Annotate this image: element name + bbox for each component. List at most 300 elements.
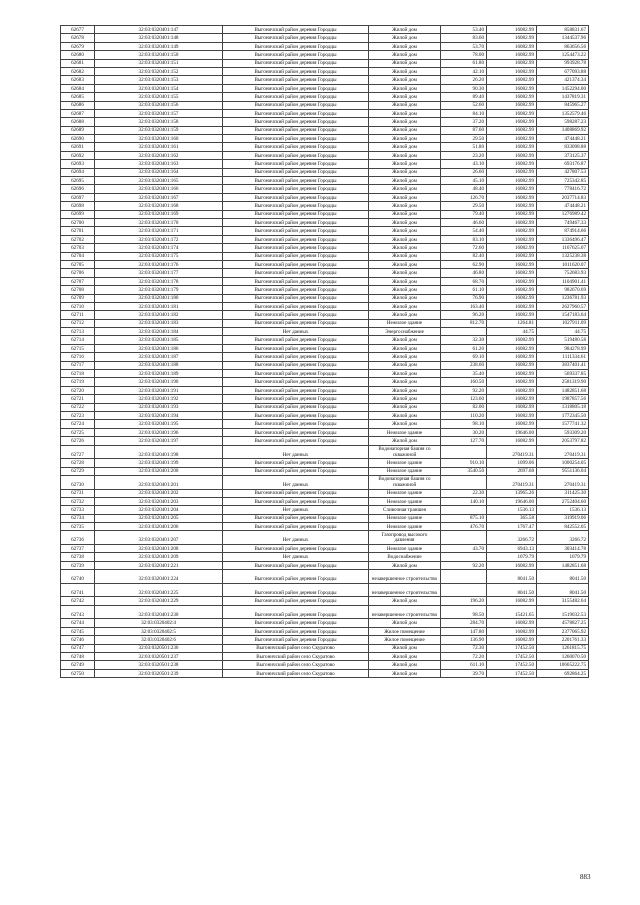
area: 196.20 — [441, 597, 487, 605]
row-number: 62734 — [61, 514, 95, 522]
cadastral-value: 677093.88 — [537, 67, 589, 75]
address: Выгоничский район деревня Городцы — [223, 269, 369, 277]
row-number: 62706 — [61, 269, 95, 277]
row-number: 62750 — [61, 669, 95, 677]
address: Выгоничский район деревня Городцы — [223, 545, 369, 553]
row-number: 62692 — [61, 151, 95, 159]
table-row — [61, 545, 589, 553]
area: 110.20 — [441, 411, 487, 419]
area: 90.30 — [441, 84, 487, 92]
cadastral-value: 3155482.64 — [537, 597, 589, 605]
row-number: 62707 — [61, 277, 95, 285]
row-number: 62728 — [61, 459, 95, 467]
cadastral-number: 32:03:0320401:187 — [95, 353, 223, 361]
area: 46.80 — [441, 269, 487, 277]
cadastral-number: 32:03:0320401:156 — [95, 101, 223, 109]
address: Выгоничский район деревня Городцы — [223, 619, 369, 627]
row-number: 62700 — [61, 218, 95, 226]
cadastral-number: 32:03:0320501:238 — [95, 661, 223, 669]
object-type: Жилой дом — [369, 361, 441, 369]
table-row — [61, 523, 589, 531]
row-number: 62726 — [61, 437, 95, 445]
area — [441, 506, 487, 514]
address: Выгоничский район деревня Городцы — [223, 227, 369, 235]
table-row — [61, 661, 589, 669]
address: Нет данных — [223, 475, 369, 489]
cadastral-number: 32:03:0320401:179 — [95, 286, 223, 294]
table-row — [61, 42, 589, 50]
address: Выгоничский район деревня Городцы — [223, 244, 369, 252]
address: Выгоничский район деревня Городцы — [223, 193, 369, 201]
row-number: 62702 — [61, 235, 95, 243]
row-number: 62698 — [61, 202, 95, 210]
row-number: 62712 — [61, 319, 95, 327]
cadastral-value: 1519032.53 — [537, 605, 589, 619]
cadastral-value: 752683.93 — [537, 269, 589, 277]
table-row — [61, 101, 589, 109]
cadastral-number: 32:03:0320401:168 — [95, 202, 223, 210]
cadastral-value: 311425.30 — [537, 489, 589, 497]
area: 910.10 — [441, 459, 487, 467]
table-row — [61, 489, 589, 497]
address: Нет данных — [223, 445, 369, 459]
object-type: Жилой дом — [369, 661, 441, 669]
specific-value: 270419.31 — [487, 445, 537, 459]
specific-value: 16082.99 — [487, 411, 537, 419]
area: 46.60 — [441, 218, 487, 226]
table-row — [61, 361, 589, 369]
table-row — [61, 286, 589, 294]
cadastral-value: 1437819.31 — [537, 93, 589, 101]
cadastral-value: 1408869.92 — [537, 126, 589, 134]
cadastral-number: 32:03:0320401:208 — [95, 545, 223, 553]
row-number: 62745 — [61, 627, 95, 635]
object-type: Нежилое здание — [369, 497, 441, 505]
specific-value: 16082.99 — [487, 93, 537, 101]
cadastral-value: 1261815.75 — [537, 644, 589, 652]
area: 96.20 — [441, 311, 487, 319]
address: Выгоничский район деревня Городцы — [223, 378, 369, 386]
table-row — [61, 475, 589, 489]
object-type: незавершенное строительство — [369, 583, 441, 597]
row-number: 62735 — [61, 523, 95, 531]
cadastral-value: 598287.23 — [537, 118, 589, 126]
cadastral-value: 1482851.68 — [537, 386, 589, 394]
cadastral-value: 1079.79 — [537, 553, 589, 561]
cadastral-number: 32:03:0320401:193 — [95, 403, 223, 411]
area: 98.10 — [441, 420, 487, 428]
specific-value: 19646.00 — [487, 497, 537, 505]
specific-value: 16082.99 — [487, 361, 537, 369]
object-type: Жилой дом — [369, 244, 441, 252]
cadastral-number: 32:03:0320401:182 — [95, 311, 223, 319]
area: 84.10 — [441, 109, 487, 117]
cadastral-value: 1111334.61 — [537, 353, 589, 361]
specific-value: 16082.99 — [487, 336, 537, 344]
cadastral-value: 778416.72 — [537, 185, 589, 193]
area: 83.60 — [441, 34, 487, 42]
table-row — [61, 636, 589, 644]
object-type: Жилой дом — [369, 370, 441, 378]
address: Выгоничский район деревня Городцы — [223, 561, 369, 569]
address: Нет данных — [223, 506, 369, 514]
cadastral-value: 1254473.22 — [537, 51, 589, 59]
cadastral-number: 32:03:0320401:230 — [95, 605, 223, 619]
area: 35.40 — [441, 370, 487, 378]
area: 48.40 — [441, 185, 487, 193]
row-number: 62686 — [61, 101, 95, 109]
address: Выгоничский район деревня Городцы — [223, 26, 369, 34]
specific-value: 6943.13 — [487, 545, 537, 553]
area — [441, 570, 487, 584]
cadastral-number: 32:03:0320401:150 — [95, 51, 223, 59]
specific-value: 16082.99 — [487, 210, 537, 218]
area: 72.20 — [441, 652, 487, 660]
cadastral-value: 519480.58 — [537, 336, 589, 344]
table-row — [61, 437, 589, 445]
address: Выгоничский район деревня Городцы — [223, 109, 369, 117]
cadastral-number: 32:03:0320401:167 — [95, 193, 223, 201]
cadastral-value: 8041.50 — [537, 570, 589, 584]
cadastral-value: 725342.85 — [537, 177, 589, 185]
cadastral-value: 303414.78 — [537, 545, 589, 553]
cadastral-number: 32:03:0320401:199 — [95, 459, 223, 467]
specific-value: 16082.99 — [487, 34, 537, 42]
table-row — [61, 302, 589, 310]
cadastral-value: 3837401.41 — [537, 361, 589, 369]
cadastral-value: 10665222.75 — [537, 661, 589, 669]
address: Выгоничский район деревня Городцы — [223, 277, 369, 285]
area: 61.10 — [441, 286, 487, 294]
specific-value: 16082.99 — [487, 227, 537, 235]
object-type: Жилой дом — [369, 669, 441, 677]
cadastral-value: 474448.21 — [537, 135, 589, 143]
row-number: 62730 — [61, 475, 95, 489]
object-type: Жилой дом — [369, 135, 441, 143]
table-row — [61, 386, 589, 394]
cadastral-value: 842552.05 — [537, 523, 589, 531]
specific-value: 3266.72 — [487, 531, 537, 545]
address: Выгоничский район деревня Городцы — [223, 51, 369, 59]
address: Выгоничский район деревня Городцы — [223, 126, 369, 134]
address: Выгоничский район деревня Городцы — [223, 185, 369, 193]
area: 89.40 — [441, 93, 487, 101]
object-type: Жилой дом — [369, 597, 441, 605]
row-number: 62732 — [61, 497, 95, 505]
table-row — [61, 627, 589, 635]
object-type: Жилой дом — [369, 34, 441, 42]
specific-value: 16082.99 — [487, 193, 537, 201]
table-row — [61, 76, 589, 84]
address: Выгоничский район деревня Городцы — [223, 202, 369, 210]
object-type: Жилой дом — [369, 561, 441, 569]
specific-value: 16082.99 — [487, 143, 537, 151]
specific-value: 16082.99 — [487, 185, 537, 193]
row-number: 62716 — [61, 353, 95, 361]
cadastral-value: 427807.53 — [537, 168, 589, 176]
object-type: Жилой дом — [369, 185, 441, 193]
cadastral-number: 32:03:0320401:203 — [95, 497, 223, 505]
table-row — [61, 353, 589, 361]
object-type: Нежилое здание — [369, 459, 441, 467]
object-type: Жилой дом — [369, 76, 441, 84]
area: 29.50 — [441, 202, 487, 210]
row-number: 62708 — [61, 286, 95, 294]
address: Выгоничский район деревня Городцы — [223, 311, 369, 319]
object-type: Жилой дом — [369, 168, 441, 176]
cadastral-value: 421374.34 — [537, 76, 589, 84]
cadastral-value: 1352579.46 — [537, 109, 589, 117]
specific-value: 15421.65 — [487, 605, 537, 619]
specific-value: 13965.26 — [487, 489, 537, 497]
specific-value: 16082.99 — [487, 160, 537, 168]
object-type: Жилой дом — [369, 644, 441, 652]
object-type: Нежилое здание — [369, 514, 441, 522]
address: Выгоничский район деревня Городцы — [223, 235, 369, 243]
cadastral-number: 32:03:0320401:161 — [95, 143, 223, 151]
cadastral-number: 32:03:0320401:177 — [95, 269, 223, 277]
address: Выгоничский район деревня Городцы — [223, 497, 369, 505]
area: 875.10 — [441, 514, 487, 522]
object-type: Жилой дом — [369, 51, 441, 59]
table-row — [61, 252, 589, 260]
row-number: 62744 — [61, 619, 95, 627]
cadastral-value: 1027911.09 — [537, 319, 589, 327]
specific-value: 16082.99 — [487, 84, 537, 92]
area: 238.60 — [441, 361, 487, 369]
row-number: 62718 — [61, 370, 95, 378]
cadastral-number: 32:03:0320401:198 — [95, 445, 223, 459]
object-type: Жилой дом — [369, 311, 441, 319]
cadastral-number: 32:03:0320401:152 — [95, 67, 223, 75]
table-row — [61, 428, 589, 436]
area: 52.60 — [441, 101, 487, 109]
cadastral-number: 32:03:0320402:5 — [95, 627, 223, 635]
table-row — [61, 506, 589, 514]
object-type: Жилой дом — [369, 378, 441, 386]
cadastral-value: 1547183.64 — [537, 311, 589, 319]
specific-value: 16082.99 — [487, 302, 537, 310]
area: 136.90 — [441, 636, 487, 644]
area: 127.70 — [441, 437, 487, 445]
cadastral-number: 32:03:0320401:176 — [95, 260, 223, 268]
table-row — [61, 597, 589, 605]
row-number: 62693 — [61, 160, 95, 168]
area: 123.60 — [441, 395, 487, 403]
table-row — [61, 93, 589, 101]
area: 72.30 — [441, 644, 487, 652]
address: Выгоничский район деревня Городцы — [223, 353, 369, 361]
object-type: Водонапорная башня со скважиной — [369, 445, 441, 459]
cadastral-value: 2037714.83 — [537, 193, 589, 201]
specific-value: 16082.99 — [487, 26, 537, 34]
cadastral-number: 32:03:0320401:202 — [95, 489, 223, 497]
specific-value: 16082.99 — [487, 636, 537, 644]
address: Выгоничский район деревня Городцы — [223, 93, 369, 101]
object-type: Жилой дом — [369, 160, 441, 168]
cadastral-number: 32:03:0320401:221 — [95, 561, 223, 569]
row-number: 62709 — [61, 294, 95, 302]
area: 82.40 — [441, 252, 487, 260]
address: Выгоничский район деревня Городцы — [223, 627, 369, 635]
specific-value: 16082.99 — [487, 101, 537, 109]
area: 76.90 — [441, 294, 487, 302]
object-type: Нежилое здание — [369, 319, 441, 327]
area: 163.40 — [441, 302, 487, 310]
table-row — [61, 336, 589, 344]
cadastral-number: 32:03:0320401:205 — [95, 514, 223, 522]
cadastral-value: 1011620.07 — [537, 260, 589, 268]
cadastral-value: 982670.69 — [537, 286, 589, 294]
address: Выгоничский район деревня Городцы — [223, 428, 369, 436]
object-type: Водонапорная башня со скважиной — [369, 475, 441, 489]
address: Выгоничский район деревня Городцы — [223, 135, 369, 143]
cadastral-value: 44.75 — [537, 328, 589, 336]
address: Выгоничский район деревня Городцы — [223, 467, 369, 475]
cadastral-value: 692864.25 — [537, 669, 589, 677]
row-number: 62715 — [61, 344, 95, 352]
specific-value: 16082.99 — [487, 395, 537, 403]
specific-value: 16082.99 — [487, 177, 537, 185]
area: 54.40 — [441, 227, 487, 235]
table-row — [61, 59, 589, 67]
cadastral-number: 32:03:0320401:180 — [95, 294, 223, 302]
cadastral-value: 270419.31 — [537, 475, 589, 489]
register-sheet — [60, 25, 588, 678]
cadastral-number: 32:03:0320401:178 — [95, 277, 223, 285]
table-row — [61, 202, 589, 210]
object-type: Жилой дом — [369, 652, 441, 660]
row-number: 62699 — [61, 210, 95, 218]
area — [441, 553, 487, 561]
cadastral-number: 32:03:0320401:209 — [95, 553, 223, 561]
table-body — [61, 26, 589, 678]
address: Выгоничский район деревня Городцы — [223, 523, 369, 531]
table-row — [61, 370, 589, 378]
table-row — [61, 34, 589, 42]
row-number: 62731 — [61, 489, 95, 497]
address: Выгоничский район деревня Городцы — [223, 101, 369, 109]
area: 26.20 — [441, 76, 487, 84]
address: Выгоничский район село Скуратово — [223, 652, 369, 660]
object-type: Жилой дом — [369, 26, 441, 34]
object-type: незавершенное строительство — [369, 570, 441, 584]
area: 62.90 — [441, 260, 487, 268]
address: Выгоничский район деревня Городцы — [223, 286, 369, 294]
area: 53.70 — [441, 42, 487, 50]
cadastral-number: 32:03:0320401:163 — [95, 160, 223, 168]
cadastral-number: 32:03:0320401:155 — [95, 93, 223, 101]
area: 92.20 — [441, 561, 487, 569]
area: 78.00 — [441, 51, 487, 59]
address: Выгоничский район деревня Городцы — [223, 319, 369, 327]
cadastral-number: 32:03:0320401:166 — [95, 185, 223, 193]
row-number: 62727 — [61, 445, 95, 459]
table-row — [61, 420, 589, 428]
row-number: 62714 — [61, 336, 95, 344]
row-number: 62736 — [61, 531, 95, 545]
cadastral-value: 2581319.90 — [537, 378, 589, 386]
area: 43.10 — [441, 160, 487, 168]
row-number: 62681 — [61, 59, 95, 67]
address: Выгоничский район деревня Городцы — [223, 361, 369, 369]
cadastral-number: 32:03:0320401:200 — [95, 467, 223, 475]
table-row — [61, 26, 589, 34]
object-type: Жилой дом — [369, 59, 441, 67]
object-type: Жилой дом — [369, 193, 441, 201]
address: Выгоничский район деревня Городцы — [223, 118, 369, 126]
area: 126.70 — [441, 193, 487, 201]
area: 87.60 — [441, 126, 487, 134]
row-number: 62683 — [61, 76, 95, 84]
table-row — [61, 118, 589, 126]
table-row — [61, 319, 589, 327]
cadastral-value: 1577741.32 — [537, 420, 589, 428]
area: 284.70 — [441, 619, 487, 627]
object-type: Жилой дом — [369, 269, 441, 277]
specific-value: 16082.99 — [487, 202, 537, 210]
row-number: 62705 — [61, 260, 95, 268]
cadastral-value: 4578827.25 — [537, 619, 589, 627]
row-number: 62679 — [61, 42, 95, 50]
object-type: Жилой дом — [369, 294, 441, 302]
table-row — [61, 126, 589, 134]
table-row — [61, 553, 589, 561]
specific-value: 16082.99 — [487, 311, 537, 319]
specific-value: 16082.99 — [487, 168, 537, 176]
cadastral-value: 270419.31 — [537, 445, 589, 459]
table-row — [61, 210, 589, 218]
cadastral-number: 32:03:0320401:183 — [95, 319, 223, 327]
cadastral-value: 693176.87 — [537, 160, 589, 168]
object-type: Жилой дом — [369, 302, 441, 310]
specific-value: 16082.99 — [487, 151, 537, 159]
row-number: 62748 — [61, 652, 95, 660]
area: 812.70 — [441, 319, 487, 327]
area: 160.50 — [441, 378, 487, 386]
address: Выгоничский район деревня Городцы — [223, 143, 369, 151]
object-type: Жилой дом — [369, 218, 441, 226]
object-type: Жилой дом — [369, 286, 441, 294]
cadastral-number: 32:03:0320401:174 — [95, 244, 223, 252]
specific-value: 365.58 — [487, 514, 537, 522]
cadastral-value: 2201761.33 — [537, 636, 589, 644]
table-row — [61, 669, 589, 677]
area: 140.10 — [441, 497, 487, 505]
cadastral-number: 32:03:0320401:196 — [95, 428, 223, 436]
object-type: Жилой дом — [369, 386, 441, 394]
cadastral-number: 32:03:0320401:207 — [95, 531, 223, 545]
specific-value: 1099.06 — [487, 459, 537, 467]
table-row — [61, 160, 589, 168]
object-type: Жилой дом — [369, 619, 441, 627]
area — [441, 531, 487, 545]
specific-value: 16082.99 — [487, 235, 537, 243]
object-type: Нежилое здание — [369, 545, 441, 553]
cadastral-number: 32:03:0320401:171 — [95, 227, 223, 235]
cadastral-value: 1482851.68 — [537, 561, 589, 569]
cadastral-value: 845965.27 — [537, 101, 589, 109]
row-number: 62695 — [61, 177, 95, 185]
object-type: Жилой дом — [369, 260, 441, 268]
address: Выгоничский район деревня Городцы — [223, 252, 369, 260]
row-number: 62746 — [61, 636, 95, 644]
specific-value: 16082.99 — [487, 403, 537, 411]
cadastral-number: 32:03:0320501:236 — [95, 644, 223, 652]
specific-value: 8041.50 — [487, 583, 537, 597]
area: 30.20 — [441, 428, 487, 436]
cadastral-number: 32:03:0320401:185 — [95, 336, 223, 344]
